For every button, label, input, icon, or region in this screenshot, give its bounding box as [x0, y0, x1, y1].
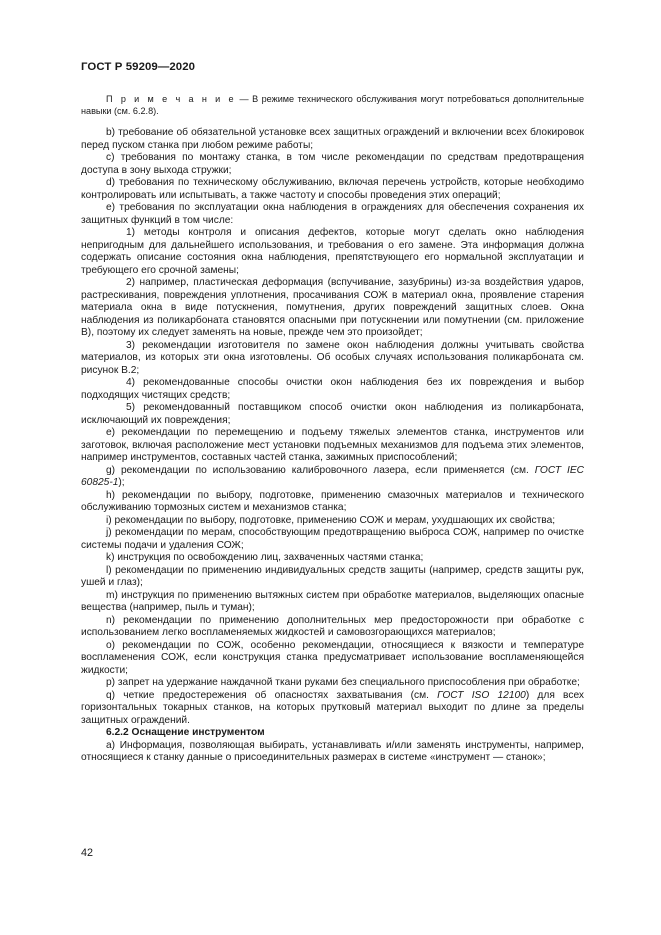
item-i: i) рекомендации по выбору, подготовке, применению СОЖ и мерам, ухудшающих их свойства;	[106, 514, 556, 526]
page-number: 42	[81, 847, 94, 859]
item-b: b) требование об обязательной установке всех защитных ограждений и включении всех блокировок перед пуском станка при любом режиме работы;	[81, 127, 584, 151]
item-l: l) рекомендации по применению индивидуальных средств защиты (например, средств защиты рук, ушей и глаз);	[81, 564, 584, 589]
section-item-a: а) Информация, позволяющая выбирать, устанавливать и/или заменять инструменты, например, относящиеся к станку данные о присоединительных размерах в системе «инструмент — станок»;	[81, 739, 584, 764]
section-title: Оснащение инструментом	[131, 727, 265, 739]
note-text: — В режиме технического обслуживания могут потребоваться дополнительные навыки (см. 6.2.8).	[81, 94, 584, 116]
item-q-end: ) для всех горизонтальных токарных станков, на которых прутковый материал выходит по длине за пределы защитных ограждений.	[81, 689, 584, 726]
page-body	[81, 94, 584, 765]
item-e-5: 5) рекомендованный поставщиком способ очистки окон наблюдения из поликарбоната, исключающий их повреждения;	[81, 402, 584, 426]
item-e-bis: е) рекомендации по перемещению и подъему тяжелых элементов станка, инструментов или заготовок, включая расположение мест установки подъемных механизмов для подъема этих элементов, например инструментов, составных частей станка, зажимных приспособлений;	[81, 427, 584, 464]
item-q-text: q) четкие предостережения об опасностях захватывания (см.	[106, 689, 438, 701]
item-e-2: 2) например, пластическая деформация (вспучивание, зазубрины) из-за воздействия ударов, растрескивания, повреждения уплотнения, просачивания СОЖ в материал окна, проявление старения материала окна в виде потускнения, помутнения, других повреждений защитных слоев. Окна наблюдения из поликарбоната становятся опасными при потускнении или помутнении (см. приложение В), поэтому их следует заменять на новые, прежде чем это произойдет;	[81, 277, 584, 339]
item-e-3: 3) рекомендации изготовителя по замене окон наблюдения должны учитывать свойства материалов, из которых эти окна изготовлены. Об особых случаях использования поликарбоната см. рисунок В.2;	[81, 339, 584, 376]
item-e: e) требования по эксплуатации окна наблюдения в ограждениях для обеспечения сохранения их защитных функций в том числе:	[81, 202, 584, 226]
item-g-ref: ГОСТ IEC 60825-1	[81, 464, 584, 489]
item-e-1: 1) методы контроля и описания дефектов, которые могут сделать окно наблюдения непригодным для дальнейшего использования, и требования о его замене. Эта информация должна содержать описание состояния окна наблюдения, препятствующего его нормальной эксплуатации и требующего его срочной замены;	[81, 227, 584, 276]
item-n: n) рекомендации по применению дополнительных мер предосторожности при обработке с использованием легко воспламеняемых жидкостей и самовозгорающихся материалов;	[81, 614, 584, 639]
item-c: c) требования по монтажу станка, в том числе рекомендации по средствам предотвращения доступа в зону выхода стружки;	[81, 152, 584, 176]
item-g-text: g) рекомендации по использованию калибровочного лазера, если применяется (см.	[106, 464, 535, 476]
note-label: П р и м е ч а н и е	[106, 94, 236, 104]
item-q-ref: ГОСТ ISO 12100	[437, 689, 526, 701]
item-g	[81, 465, 584, 490]
item-p: p) запрет на удержание наждачной ткани руками без специального приспособления при обработке;	[106, 677, 580, 689]
item-o: o) рекомендации по СОЖ, особенно рекомендации, относящиеся к вязкости и температуре воспламенения СОЖ, если конструкция станка предусматривает использование воспламеняющейся жидкости;	[81, 639, 584, 676]
item-k: k) инструкция по освобождению лиц, захваченных частями станка;	[106, 552, 424, 564]
note-paragraph	[81, 94, 584, 117]
section-number: 6.2.2	[106, 727, 129, 739]
item-h: h) рекомендации по выбору, подготовке, применению смазочных материалов и технического обслуживанию тормозных систем и механизмов станка;	[81, 489, 584, 514]
item-g-end: );	[118, 477, 125, 489]
standard-code-header: ГОСТ Р 59209—2020	[81, 61, 196, 73]
item-q	[81, 690, 584, 728]
item-d: d) требования по техническому обслуживанию, включая перечень устройств, которые необходимо контролировать или испытывать, а также частоту и способы проведения этих операций;	[81, 177, 584, 201]
section-heading	[81, 727, 584, 740]
item-m: m) инструкция по применению вытяжных систем при обработке материалов, выделяющих опасные вещества (например, пыль и туман);	[81, 589, 584, 614]
item-j: j) рекомендации по мерам, способствующим предотвращению выброса СОЖ, например по очистке системы подачи и удаления СОЖ;	[81, 527, 584, 551]
item-e-4: 4) рекомендованные способы очистки окон наблюдения без их повреждения и выбор подходящих чистящих средств;	[81, 377, 584, 401]
